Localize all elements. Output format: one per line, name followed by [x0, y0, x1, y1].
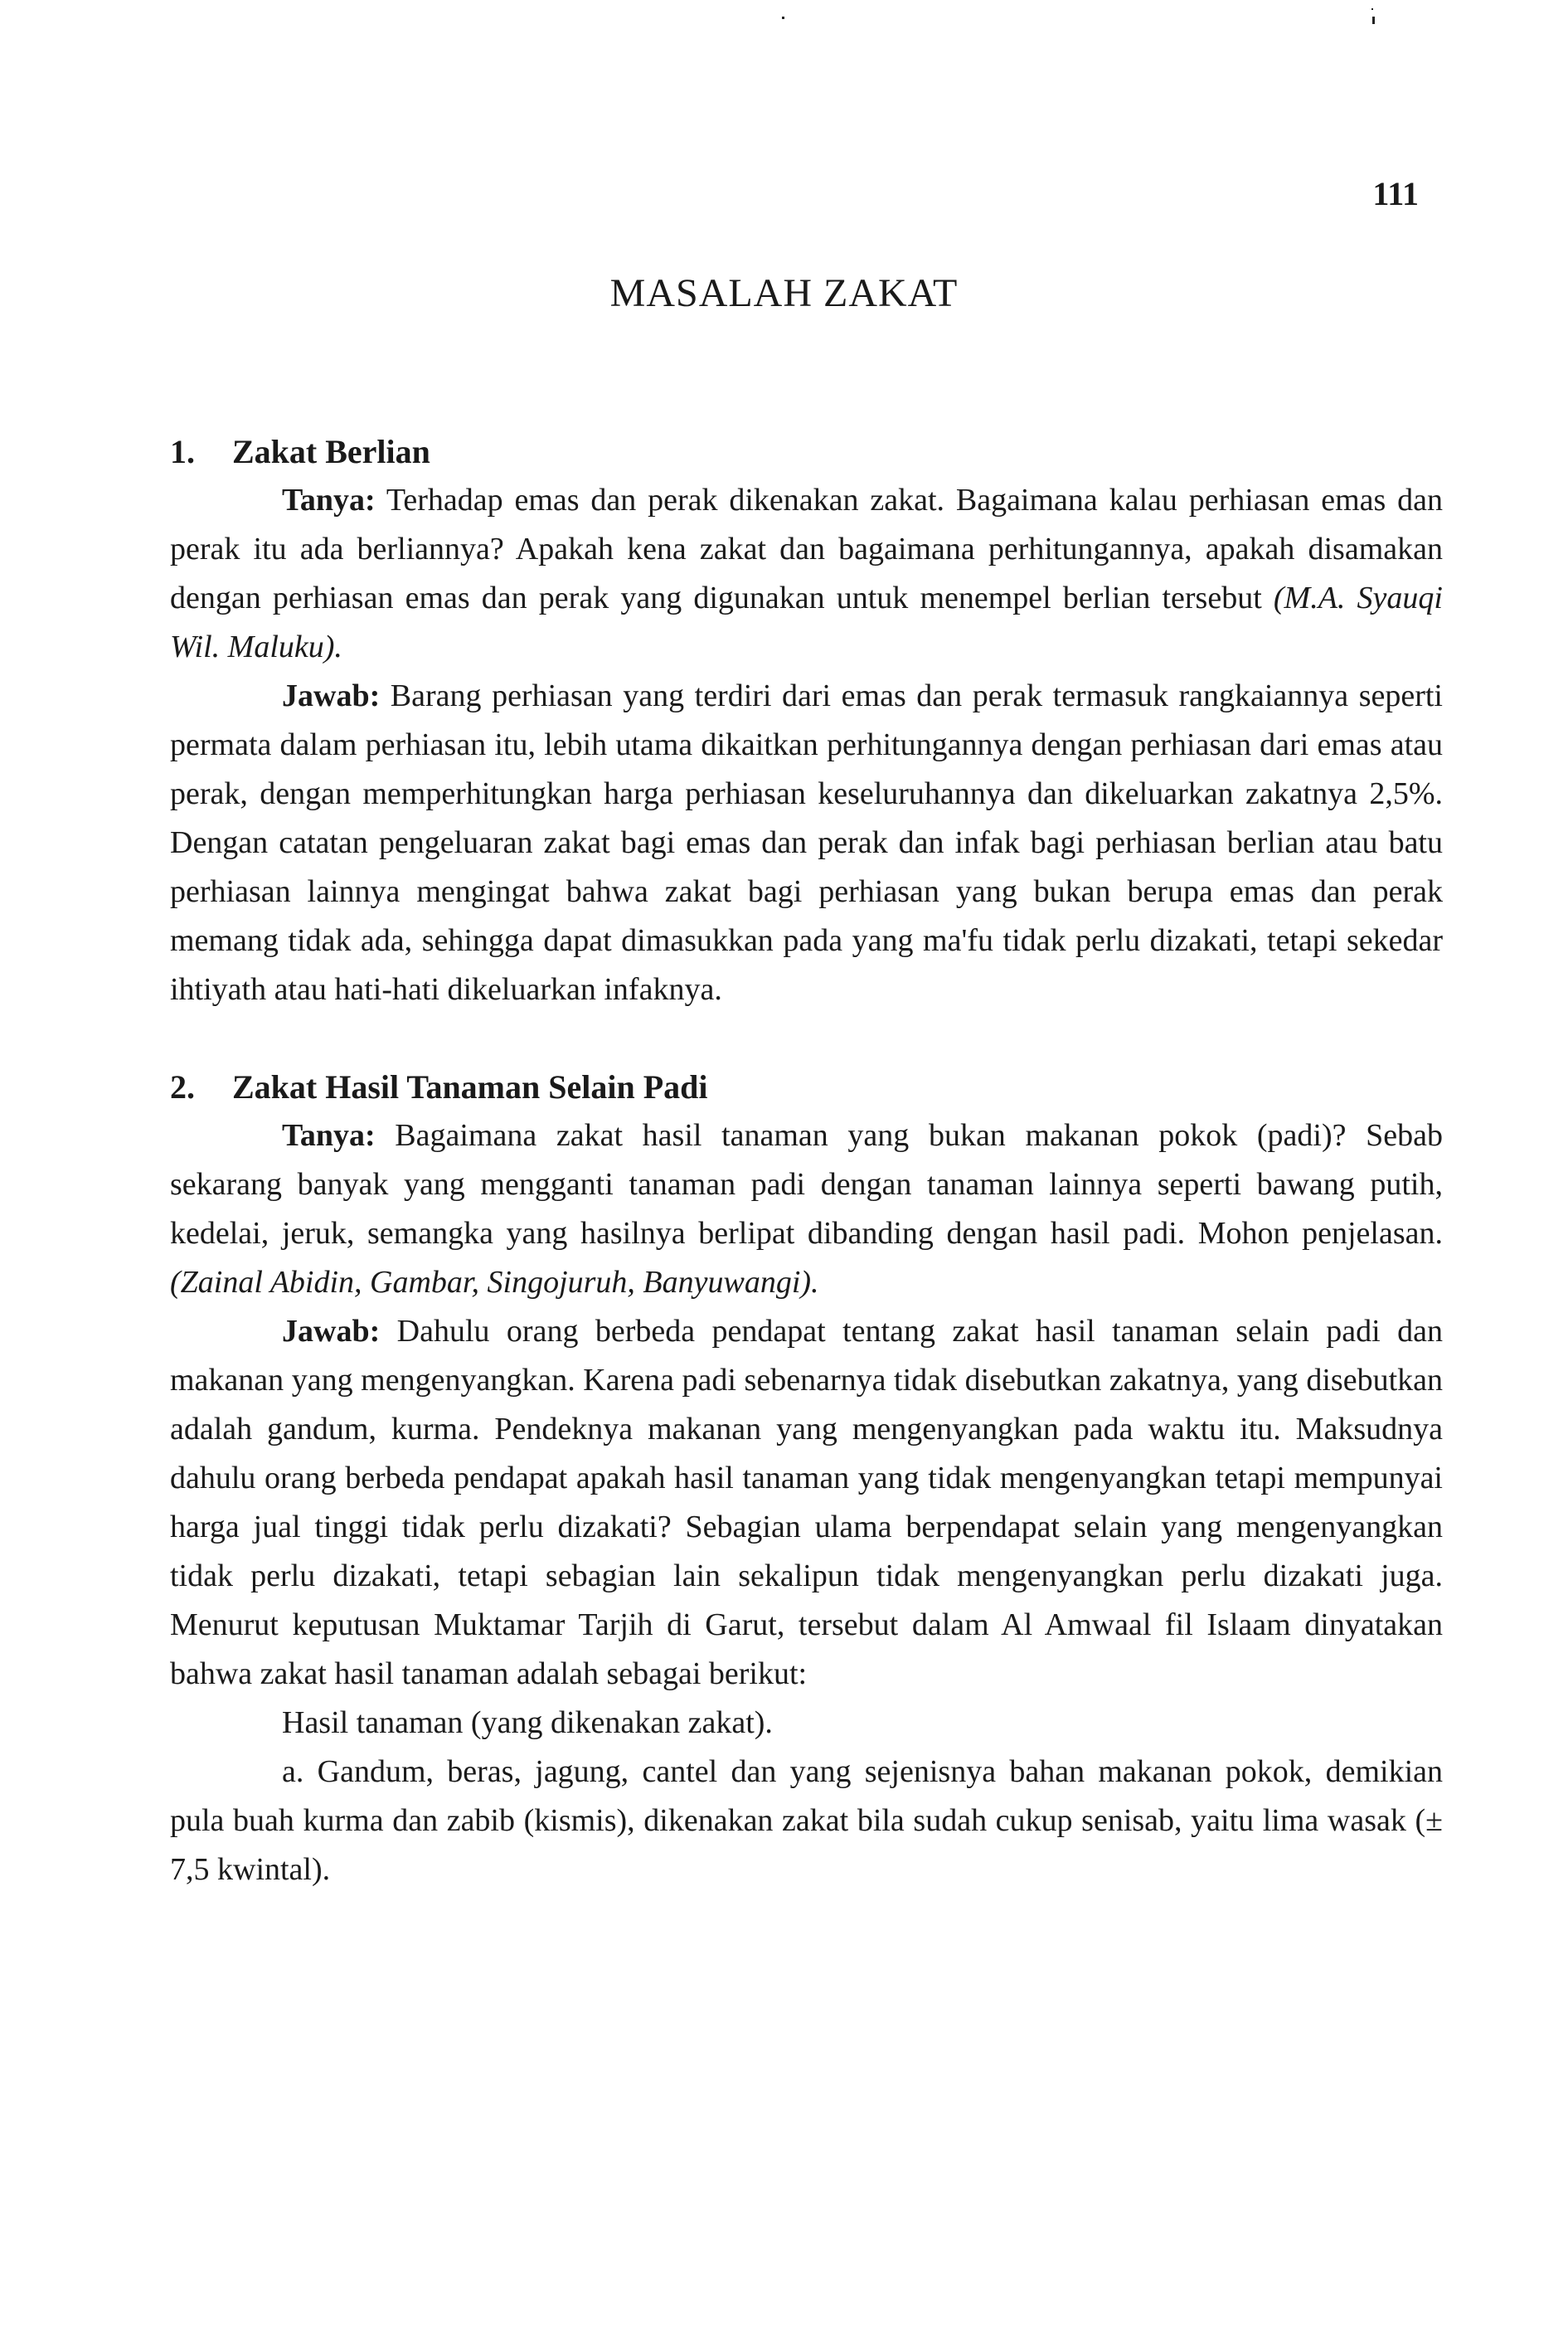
page-title: MASALAH ZAKAT: [609, 271, 959, 315]
section-number: 2.: [170, 1068, 195, 1106]
question-citation: (Zainal Abidin, Gambar, Singojuruh, Banyuwangi).: [170, 1265, 819, 1300]
scan-speck: [1372, 17, 1375, 24]
question-text: Bagaimana zakat hasil tanaman yang bukan makanan pokok (padi)? Sebab sekarang banyak yang mengganti tanaman padi dengan tanaman lainnya seperti bawang putih, kedelai, jeruk, semangka yang hasilnya berlipat dibanding dengan hasil padi. Mohon penjelasan.: [170, 1118, 1443, 1251]
question-text: Terhadap emas dan perak dikenakan zakat. Bagaimana kalau perhiasan emas dan perak itu ada berliannya? Apakah kena zakat dan bagaimana perhitungannya, apakah disamakan dengan perhiasan emas dan perak yang digunakan untuk menempel berlian tersebut: [170, 483, 1443, 615]
section-zakat-hasil-tanaman: [170, 1062, 1443, 1894]
answer-paragraph: [170, 672, 1443, 1014]
section-title: Zakat Berlian: [232, 433, 430, 470]
question-paragraph: [170, 1111, 1443, 1307]
question-citation: (M.A. Syauqi Wil. Maluku).: [170, 581, 1443, 664]
page-number: 111: [1372, 175, 1419, 212]
scan-speck: [1371, 8, 1373, 10]
section-spacer: [170, 1014, 1443, 1062]
answer-text: Dahulu orang berbeda pendapat tentang zakat hasil tanaman selain padi dan makanan yang mengenyangkan. Karena padi sebenarnya tidak disebutkan zakatnya, yang disebutkan adalah gandum, kurma. Pendeknya makanan yang mengenyangkan pada waktu itu. Maksudnya dahulu orang berbeda pendapat apakah hasil tanaman yang tidak mengenyangkan tetapi mempunyai harga jual tinggi tidak perlu dizakati? Sebagian ulama berpendapat selain yang mengenyangkan tidak perlu dizakati, tetapi sebagian lain sekalipun tidak mengenyangkan perlu dizakati juga. Menurut keputusan Muktamar Tarjih di Garut, tersebut dalam Al Amwaal fil Islaam dinyatakan bahwa zakat hasil tanaman adalah sebagai berikut:: [170, 1314, 1443, 1691]
section-heading: [170, 1062, 1443, 1111]
question-label: Tanya:: [282, 1118, 376, 1153]
answer-text: Barang perhiasan yang terdiri dari emas dan perak termasuk rangkaiannya seperti permata dalam perhiasan itu, lebih utama dikaitkan perhitungannya dengan perhiasan dari emas atau perak, dengan memperhitungkan harga perhiasan keseluruhannya dan dikeluarkan zakatnya 2,5%. Dengan catatan pengeluaran zakat bagi emas dan perak dan infak bagi perhiasan berlian atau batu perhiasan lainnya mengingat bahwa zakat bagi perhiasan yang bukan berupa emas dan perak memang tidak ada, sehingga dapat dimasukkan pada yang ma'fu tidak perlu dizakati, tetapi sekedar ihtiyath atau hati-hati dikeluarkan infaknya.: [170, 678, 1443, 1007]
answer-label: Jawab:: [282, 1314, 381, 1349]
page-content: [170, 427, 1443, 1894]
section-zakat-berlian: [170, 427, 1443, 1014]
scan-speck: [782, 17, 784, 19]
question-paragraph: [170, 476, 1443, 672]
question-label: Tanya:: [282, 483, 376, 518]
answer-label: Jawab:: [282, 678, 381, 713]
section-number: 1.: [170, 433, 195, 470]
list-intro: Hasil tanaman (yang dikenakan zakat).: [282, 1705, 773, 1740]
list-item-a: a. Gandum, beras, jagung, cantel dan yang sejenisnya bahan makanan pokok, demikian pula buah kurma dan zabib (kismis), dikenakan zakat bila sudah cukup senisab, yaitu lima wasak (± 7,5 kwintal).: [170, 1754, 1443, 1887]
answer-paragraph: [170, 1307, 1443, 1699]
section-title: Zakat Hasil Tanaman Selain Padi: [232, 1068, 708, 1106]
section-heading: [170, 427, 1443, 476]
